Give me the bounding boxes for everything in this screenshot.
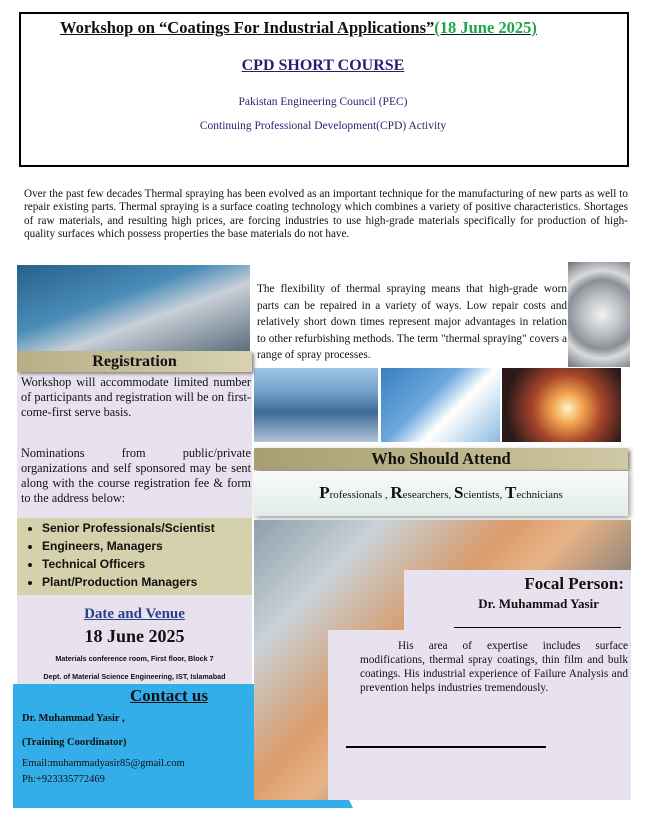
role-initial: S <box>453 483 464 502</box>
contact-email: Email:muhammadyasir85@gmail.com <box>22 758 185 769</box>
venue-date: 18 June 2025 <box>84 626 185 646</box>
list-item: • Plant/Production Managers <box>42 573 252 591</box>
role-separator: , <box>382 489 391 501</box>
turbine-blades-image <box>381 368 500 442</box>
role-initial: R <box>390 483 403 502</box>
page-title <box>60 18 537 38</box>
focal-heading: Focal Person: <box>524 574 624 593</box>
registration-paragraph-1: Workshop will accommodate limited number of participants and registration will be on first-come-first serve basis. <box>21 375 251 419</box>
turbine-image <box>17 265 250 351</box>
title-date: (18 June 2025) <box>434 18 537 37</box>
who-should-attend-heading: Who Should Attend <box>371 449 511 468</box>
role-text: cientists, <box>463 489 503 501</box>
organization-line: Pakistan Engineering Council (PEC) <box>238 96 408 108</box>
list-item: • Engineers, Managers <box>42 537 252 555</box>
role-text: esearchers, <box>402 489 452 501</box>
contact-role: (Training Coordinator) <box>22 737 127 748</box>
flexibility-paragraph: The flexibility of thermal spraying means that high-grade worn parts can be repaired in a variety of ways. Low repair costs and relatively short down times represent major advantages in relation to other refurbishing methods. The term "thermal spraying" covers a range of spray processes. <box>257 283 567 361</box>
role-initial: P <box>319 483 330 502</box>
list-item: • Technical Officers <box>42 555 252 573</box>
divider <box>454 627 621 628</box>
thermal-spray-image <box>502 368 621 442</box>
role-text: rofessionals <box>329 489 383 501</box>
venue-room: Materials conference room, First floor, Block 7 <box>55 654 214 663</box>
industrial-plant-image <box>254 368 378 442</box>
venue-department: Dept. of Material Science Engineering, IST, Islamabad <box>43 672 226 681</box>
contact-name: Dr. Muhammad Yasir , <box>22 713 125 724</box>
title-text: Workshop on “Coatings For Industrial Applications” <box>60 18 435 37</box>
attendee-roles <box>254 483 628 503</box>
role-initial: T <box>505 483 517 502</box>
attendee-list <box>22 519 252 591</box>
intro-paragraph: Over the past few decades Thermal spraying has been evolved as an important technique for the manufacturing of new parts as well to repair existing parts. Thermal spraying is a surface coating technology which combines a variety of positive characteristics. Shortages of raw materials, and resulting high prices, are forcing industries to use high-grade materials specifically for production of high-quality surfaces which possess properties the base materials do not have. <box>24 188 628 241</box>
gear-image <box>568 262 630 367</box>
cpd-heading: CPD SHORT COURSE <box>241 57 405 74</box>
focal-bio: His area of expertise includes surface modifications, thermal spray coatings, thin film and bulk coatings. His industrial experience of Failure Analysis and prevention helps industries tremendously. <box>360 640 628 694</box>
registration-paragraph-2: Nominations from public/private organizations and self sponsored may be sent along with the course registration fee & form to the address below: <box>21 446 251 505</box>
registration-heading: Registration <box>92 353 177 370</box>
contact-heading: Contact us <box>130 686 208 705</box>
activity-line: Continuing Professional Development(CPD) Activity <box>199 120 447 132</box>
divider <box>346 746 546 748</box>
focal-name: Dr. Muhammad Yasir <box>478 596 599 611</box>
list-item: • Senior Professionals/Scientist <box>42 519 252 537</box>
venue-heading: Date and Venue <box>84 606 185 622</box>
role-text: echnicians <box>516 489 563 501</box>
contact-phone: Ph:+923335772469 <box>22 774 105 785</box>
